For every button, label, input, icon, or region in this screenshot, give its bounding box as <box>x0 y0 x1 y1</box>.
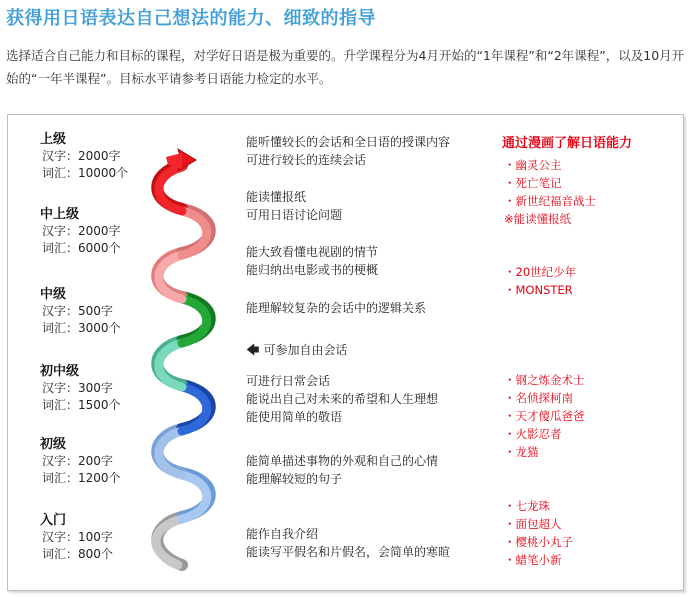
description-line: 能大致看懂电视剧的情节 <box>246 245 379 259</box>
level-kanji: 汉字：2000字 <box>42 149 121 163</box>
manga-item: ・幽灵公主 <box>504 158 562 172</box>
left-arrow-icon: 🡄 <box>246 343 260 358</box>
level-name: 入门 <box>40 513 67 528</box>
level-advanced <box>40 131 128 182</box>
spiral-arrow <box>138 125 238 585</box>
level-upper-intermediate <box>40 206 121 257</box>
manga-item: ・蜡笔小新 <box>504 553 562 567</box>
manga-group-intermediate <box>504 263 576 299</box>
manga-group-introductory <box>504 497 573 569</box>
free-conversation-label: 可参加自由会话 <box>263 343 348 357</box>
level-vocab: 词汇：800个 <box>42 547 113 561</box>
manga-item: ・天才傻瓜爸爸 <box>504 409 585 423</box>
level-name: 初中级 <box>40 364 80 379</box>
level-vocab: 词汇：1500个 <box>42 398 121 412</box>
description-line: 可进行日常会话 <box>246 374 331 388</box>
description-line: 能理解较复杂的会话中的逻辑关系 <box>246 301 427 315</box>
manga-group-advanced <box>504 156 596 228</box>
level-vocab: 词汇：6000个 <box>42 241 121 255</box>
level-kanji: 汉字：300字 <box>42 381 113 395</box>
level-vocab: 词汇：1200个 <box>42 471 121 485</box>
level-intermediate <box>40 286 121 337</box>
description-intermediate-upper <box>246 243 378 279</box>
manga-item: ・死亡笔记 <box>504 176 562 190</box>
description-line: 能归纳出电影或书的梗概 <box>246 263 379 277</box>
description-line: 可进行较长的连续会话 <box>246 153 367 167</box>
description-line: 能简单描述事物的外观和自己的心情 <box>246 454 439 468</box>
level-name: 中上级 <box>40 207 80 222</box>
intro-text: 选择适合自己能力和目标的课程，对学好日语是极为重要的。升学课程分为4月开始的“1年课程”和“2年课程”，以及10月开始的“一年半课程”。目标水平请参考日语能力检定的水平。 <box>6 48 685 86</box>
description-line: 能理解较短的句子 <box>246 472 343 486</box>
manga-item: ・钢之炼金术士 <box>504 373 585 387</box>
level-pre-intermediate <box>40 363 121 414</box>
manga-group-pre-intermediate <box>504 371 585 461</box>
level-kanji: 汉字：2000字 <box>42 224 121 238</box>
manga-item: ・火影忍者 <box>504 427 562 441</box>
description-line: 能读懂报纸 <box>246 190 307 204</box>
description-line: 能说出自己对未来的希望和人生理想 <box>246 392 439 406</box>
manga-note: ※能读懂报纸 <box>504 212 572 226</box>
description-line: 能听懂较长的会话和全日语的授课内容 <box>246 135 451 149</box>
description-line: 能作自我介绍 <box>246 527 319 541</box>
manga-item: ・新世纪福音战士 <box>504 194 596 208</box>
level-kanji: 汉字：100字 <box>42 530 113 544</box>
level-beginner <box>40 436 121 487</box>
manga-item: ・名侦探柯南 <box>504 391 573 405</box>
description-line: 可用日语讨论问题 <box>246 208 343 222</box>
level-introductory <box>40 512 113 563</box>
level-kanji: 汉字：200字 <box>42 454 113 468</box>
manga-item: ・MONSTER <box>504 283 573 297</box>
description-beginner <box>246 452 438 488</box>
level-name: 初级 <box>40 437 67 452</box>
free-conversation-note <box>246 341 347 363</box>
page-title: 获得用日语表达自己想法的能力、细致的指导 <box>6 8 376 29</box>
level-kanji: 汉字：500字 <box>42 304 113 318</box>
description-pre-intermediate <box>246 372 438 426</box>
manga-heading: 通过漫画了解日语能力 <box>502 136 633 151</box>
manga-item: ・面包超人 <box>504 517 562 531</box>
description-advanced <box>246 133 450 169</box>
level-vocab: 词汇：10000个 <box>42 166 129 180</box>
manga-item: ・七龙珠 <box>504 499 550 513</box>
level-vocab: 词汇：3000个 <box>42 321 121 335</box>
manga-item: ・樱桃小丸子 <box>504 535 573 549</box>
level-name: 中级 <box>40 287 67 302</box>
description-upper-intermediate <box>246 188 342 224</box>
description-intermediate <box>246 299 426 317</box>
level-name: 上级 <box>40 132 67 147</box>
manga-item: ・20世纪少年 <box>504 265 577 279</box>
level-diagram <box>7 114 684 591</box>
description-line: 能读写平假名和片假名，会简单的寒暄 <box>246 545 451 559</box>
manga-item: ・龙猫 <box>504 445 539 459</box>
description-line: 能使用简单的敬语 <box>246 410 343 424</box>
description-introductory <box>246 525 450 561</box>
